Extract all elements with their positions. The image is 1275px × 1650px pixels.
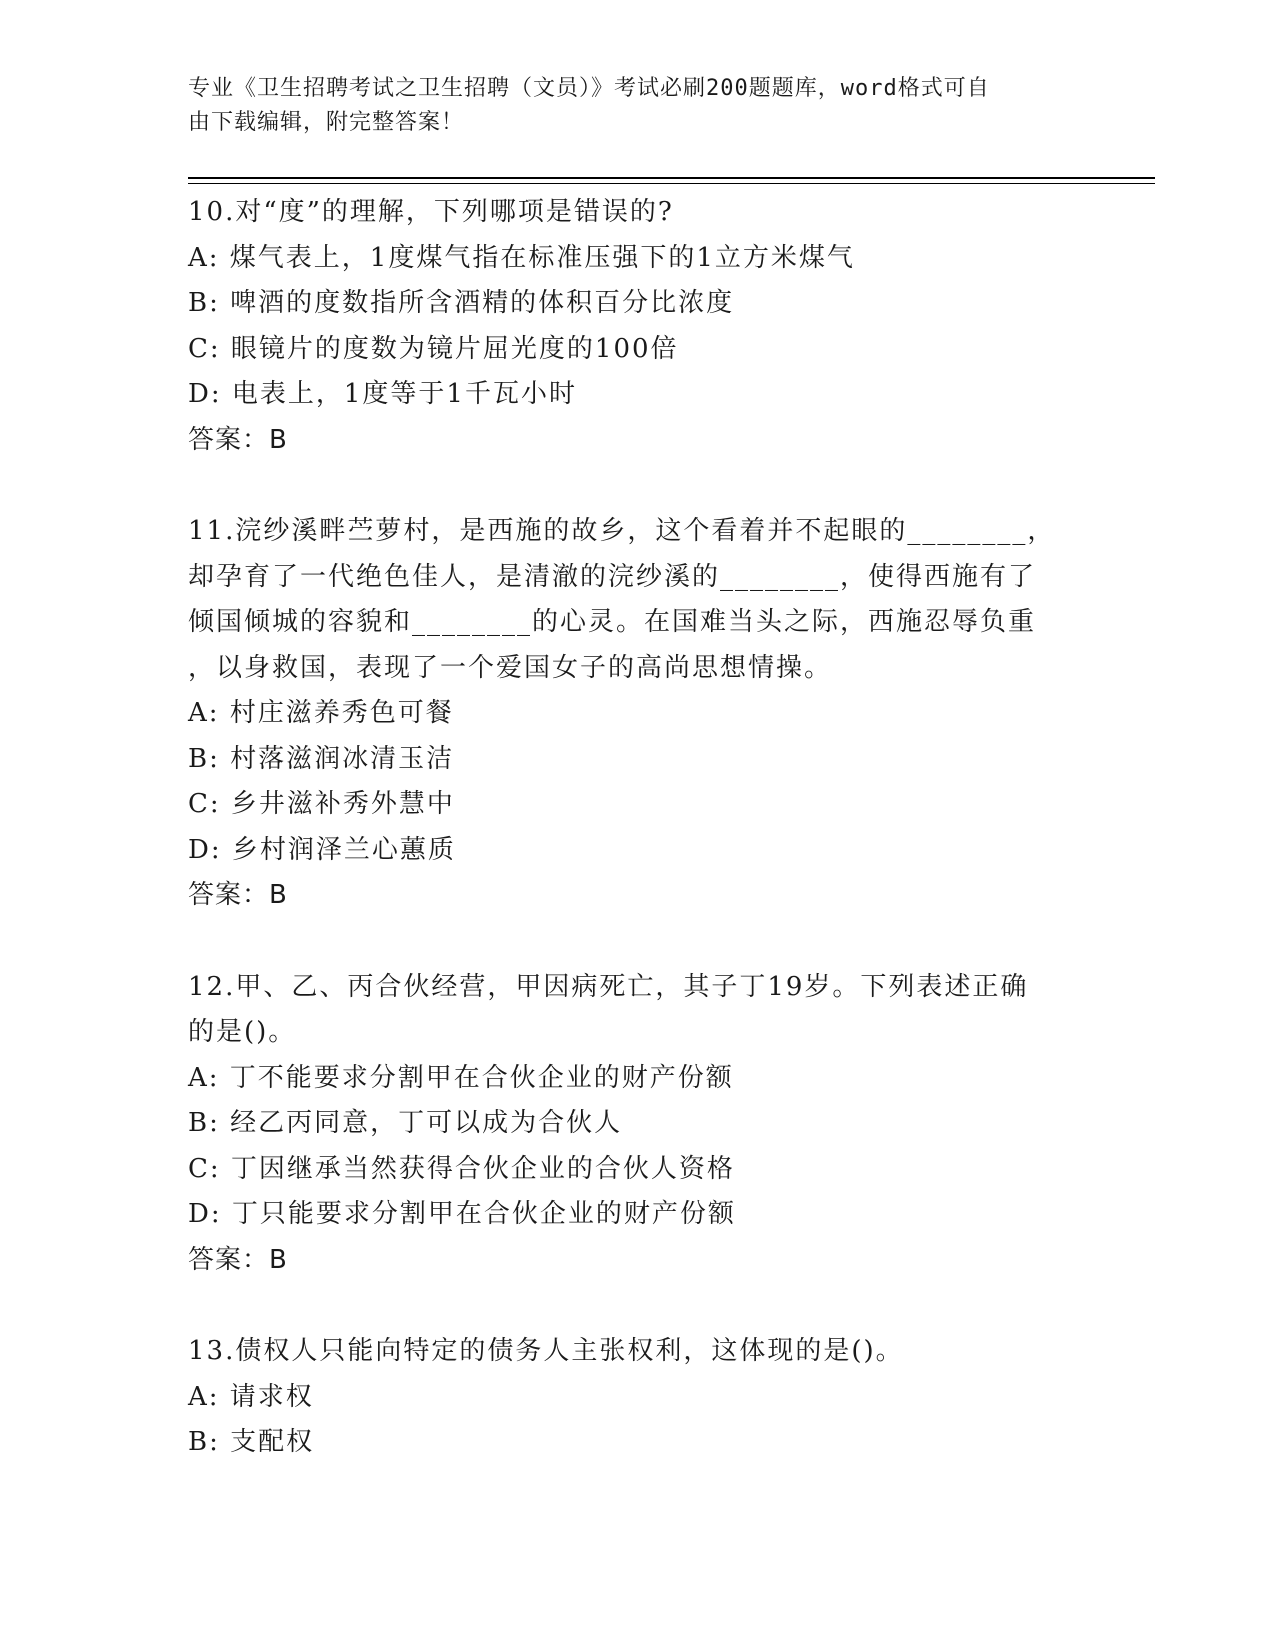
answer-option: A: 请求权 bbox=[188, 1381, 314, 1412]
question-text-line: 倾国倾城的容貌和________的心灵。在国难当头之际，西施忍辱负重 bbox=[188, 607, 1037, 637]
document-header bbox=[188, 72, 1068, 140]
answer-option: C: 丁因继承当然获得合伙企业的合伙人资格 bbox=[188, 1153, 735, 1184]
header-line-2: 由下载编辑，附完整答案！ bbox=[188, 110, 465, 135]
question-spacer bbox=[188, 463, 1088, 509]
question-text-line: 13.债权人只能向特定的债务人主张权利，这体现的是()。 bbox=[188, 1336, 904, 1366]
answer-key: 答案：B bbox=[188, 1244, 288, 1275]
question-spacer bbox=[188, 919, 1088, 965]
answer-key: 答案：B bbox=[188, 424, 288, 455]
answer-option: D: 电表上，1度等于1千瓦小时 bbox=[188, 379, 577, 409]
question-spacer bbox=[188, 1283, 1088, 1329]
header-divider-thin bbox=[188, 183, 1155, 184]
answer-key: 答案：B bbox=[188, 880, 288, 910]
answer-option: D: 丁只能要求分割甲在合伙企业的财产份额 bbox=[188, 1199, 736, 1229]
question-text-line: 却孕育了一代绝色佳人，是清澈的浣纱溪的________，使得西施有了 bbox=[188, 561, 1037, 592]
header-line-1: 专业《卫生招聘考试之卫生招聘（文员）》考试必刷200题题库，word格式可自 bbox=[188, 76, 990, 101]
question-block bbox=[188, 1329, 1088, 1466]
question-text-line: 11.浣纱溪畔苎萝村，是西施的故乡，这个看着并不起眼的________， bbox=[188, 516, 1056, 546]
question-text-line: ，以身救国，表现了一个爱国女子的高尚思想情操。 bbox=[188, 652, 833, 683]
question-text-line: 12.甲、乙、丙合伙经营，甲因病死亡，其子丁19岁。下列表述正确 bbox=[188, 971, 1029, 1002]
answer-option: C: 乡井滋补秀外慧中 bbox=[188, 789, 455, 819]
question-block bbox=[188, 190, 1088, 463]
header-divider-thick bbox=[188, 177, 1155, 179]
answer-option: C: 眼镜片的度数为镜片屈光度的100倍 bbox=[188, 333, 679, 364]
question-text-line: 10.对“度”的理解，下列哪项是错误的? bbox=[188, 197, 674, 227]
answer-option: D: 乡村润泽兰心蕙质 bbox=[188, 834, 456, 865]
answer-option: A: 煤气表上，1度煤气指在标准压强下的1立方米煤气 bbox=[188, 242, 855, 273]
question-block bbox=[188, 965, 1088, 1284]
question-text-line: 的是()。 bbox=[188, 1017, 297, 1047]
answer-option: A: 村庄滋养秀色可餐 bbox=[188, 698, 454, 728]
answer-option: B: 村落滋润冰清玉洁 bbox=[188, 743, 455, 774]
answer-option: A: 丁不能要求分割甲在合伙企业的财产份额 bbox=[188, 1062, 734, 1093]
question-list bbox=[188, 190, 1088, 1466]
answer-option: B: 经乙丙同意，丁可以成为合伙人 bbox=[188, 1108, 623, 1138]
question-block bbox=[188, 509, 1088, 919]
answer-option: B: 啤酒的度数指所含酒精的体积百分比浓度 bbox=[188, 288, 735, 318]
answer-option: B: 支配权 bbox=[188, 1427, 315, 1457]
